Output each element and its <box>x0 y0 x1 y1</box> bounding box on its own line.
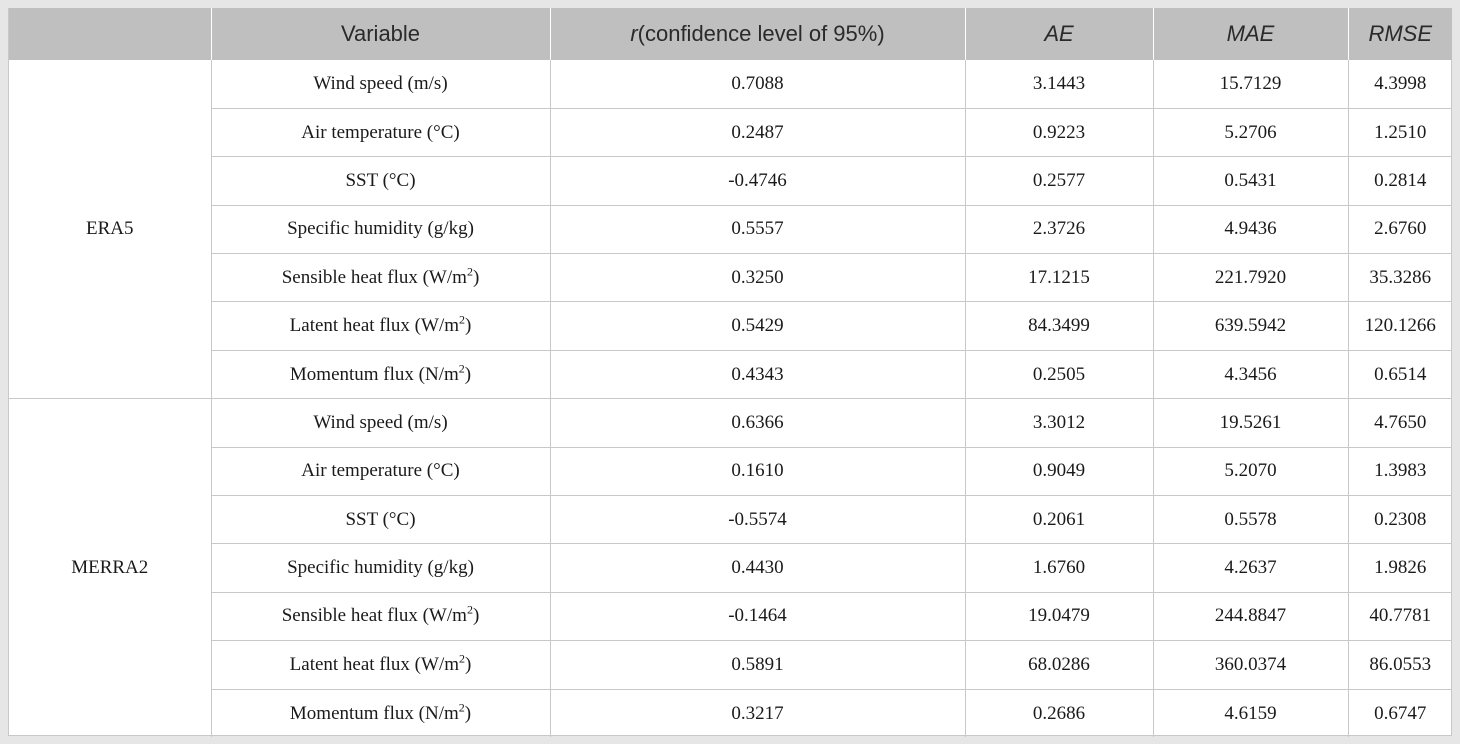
variable-label-tail: ) <box>464 702 472 724</box>
variable-label-tail: ) <box>472 266 480 288</box>
r-value-cell: 0.5891 <box>550 641 965 689</box>
variable-cell <box>211 157 550 205</box>
ae-value-cell: 0.2686 <box>965 689 1153 737</box>
unit-exponent: 2 <box>466 603 473 618</box>
unit-exponent: 2 <box>459 312 466 327</box>
table-row <box>9 205 1452 253</box>
ae-value-cell: 68.0286 <box>965 641 1153 689</box>
rmse-value-cell: 4.7650 <box>1348 399 1452 447</box>
ae-value-cell: 0.2577 <box>965 157 1153 205</box>
ae-value-cell: 84.3499 <box>965 302 1153 350</box>
rmse-value-cell: 0.6747 <box>1348 689 1452 737</box>
ae-value-cell: 3.3012 <box>965 399 1153 447</box>
statistics-table <box>9 8 1452 737</box>
r-value-cell: 0.4343 <box>550 350 965 398</box>
mae-value-cell: 15.7129 <box>1153 60 1348 108</box>
variable-cell <box>211 399 550 447</box>
table-row <box>9 60 1452 108</box>
table-row <box>9 157 1452 205</box>
r-value-cell: 0.3217 <box>550 689 965 737</box>
variable-label-tail: ) <box>465 653 472 675</box>
variable-label-tail: ) <box>472 605 480 627</box>
r-value-cell: 0.7088 <box>550 60 965 108</box>
variable-cell <box>211 544 550 592</box>
table-row <box>9 254 1452 302</box>
rmse-value-cell: 35.3286 <box>1348 254 1452 302</box>
variable-cell <box>211 641 550 689</box>
r-value-cell: 0.2487 <box>550 108 965 156</box>
table-row <box>9 496 1452 544</box>
variable-cell <box>211 108 550 156</box>
variable-label-tail: ) <box>465 315 472 337</box>
variable-label: Air temperature (°C) <box>301 121 460 143</box>
mae-value-cell: 19.5261 <box>1153 399 1348 447</box>
mae-value-cell: 4.6159 <box>1153 689 1348 737</box>
rmse-value-cell: 120.1266 <box>1348 302 1452 350</box>
variable-cell <box>211 302 550 350</box>
ae-value-cell: 1.6760 <box>965 544 1153 592</box>
variable-cell <box>211 592 550 640</box>
rmse-value-cell: 1.9826 <box>1348 544 1452 592</box>
header-r <box>550 8 965 60</box>
variable-label: Specific humidity (g/kg) <box>287 557 474 579</box>
ae-value-cell: 17.1215 <box>965 254 1153 302</box>
ae-value-cell: 0.9223 <box>965 108 1153 156</box>
variable-label: Air temperature (°C) <box>301 460 460 482</box>
r-value-cell: 0.6366 <box>550 399 965 447</box>
mae-value-cell: 4.3456 <box>1153 350 1348 398</box>
table-body <box>9 60 1452 737</box>
r-value-cell: 0.5557 <box>550 205 965 253</box>
variable-cell <box>211 689 550 737</box>
unit-exponent: 2 <box>458 361 465 376</box>
rmse-value-cell: 86.0553 <box>1348 641 1452 689</box>
mae-value-cell: 0.5431 <box>1153 157 1348 205</box>
variable-label: SST (°C) <box>345 169 416 191</box>
variable-cell <box>211 60 550 108</box>
variable-cell <box>211 447 550 495</box>
variable-label: Momentum flux (N/m <box>289 363 459 385</box>
model-name-cell: ERA5 <box>86 218 134 240</box>
ae-value-cell: 0.2061 <box>965 496 1153 544</box>
mae-value-cell: 360.0374 <box>1153 641 1348 689</box>
variable-label: Momentum flux (N/m <box>289 702 459 724</box>
header-mae: MAE <box>1153 8 1348 60</box>
r-value-cell: 0.5429 <box>550 302 965 350</box>
header-row <box>9 8 1452 60</box>
variable-label: Specific humidity (g/kg) <box>287 218 474 240</box>
variable-cell <box>211 496 550 544</box>
rmse-value-cell: 1.3983 <box>1348 447 1452 495</box>
r-value-cell: 0.3250 <box>550 254 965 302</box>
ae-value-cell: 0.9049 <box>965 447 1153 495</box>
header-r-rest: (confidence level of 95%) <box>637 21 885 46</box>
variable-label: SST (°C) <box>345 508 416 530</box>
header-ae: AE <box>965 8 1153 60</box>
rmse-value-cell: 4.3998 <box>1348 60 1452 108</box>
header-model <box>9 8 211 60</box>
header-r-symbol: r <box>630 21 638 46</box>
mae-value-cell: 244.8847 <box>1153 592 1348 640</box>
r-value-cell: 0.4430 <box>550 544 965 592</box>
table-row <box>9 399 1452 447</box>
header-rmse: RMSE <box>1348 8 1452 60</box>
table-row <box>9 302 1452 350</box>
rmse-value-cell: 1.2510 <box>1348 108 1452 156</box>
rmse-value-cell: 0.2814 <box>1348 157 1452 205</box>
table-row <box>9 641 1452 689</box>
r-value-cell: -0.4746 <box>550 157 965 205</box>
variable-label: Wind speed (m/s) <box>313 72 448 94</box>
table-row <box>9 592 1452 640</box>
mae-value-cell: 4.9436 <box>1153 205 1348 253</box>
table-frame <box>8 8 1452 736</box>
mae-value-cell: 0.5578 <box>1153 496 1348 544</box>
variable-cell <box>211 350 550 398</box>
ae-value-cell: 2.3726 <box>965 205 1153 253</box>
rmse-value-cell: 0.6514 <box>1348 350 1452 398</box>
variable-label-tail: ) <box>464 363 472 385</box>
variable-label: Wind speed (m/s) <box>313 411 448 433</box>
table-row <box>9 689 1452 737</box>
table-row <box>9 447 1452 495</box>
table-row <box>9 544 1452 592</box>
variable-label: Latent heat flux (W/m <box>289 653 460 675</box>
r-value-cell: -0.5574 <box>550 496 965 544</box>
mae-value-cell: 639.5942 <box>1153 302 1348 350</box>
unit-exponent: 2 <box>459 651 466 666</box>
variable-label: Sensible heat flux (W/m <box>281 605 467 627</box>
table-row <box>9 108 1452 156</box>
r-value-cell: -0.1464 <box>550 592 965 640</box>
mae-value-cell: 221.7920 <box>1153 254 1348 302</box>
ae-value-cell: 3.1443 <box>965 60 1153 108</box>
unit-exponent: 2 <box>458 700 465 715</box>
rmse-value-cell: 0.2308 <box>1348 496 1452 544</box>
r-value-cell: 0.1610 <box>550 447 965 495</box>
variable-label: Sensible heat flux (W/m <box>281 266 467 288</box>
mae-value-cell: 4.2637 <box>1153 544 1348 592</box>
rmse-value-cell: 40.7781 <box>1348 592 1452 640</box>
table-row <box>9 350 1452 398</box>
unit-exponent: 2 <box>466 264 473 279</box>
ae-value-cell: 19.0479 <box>965 592 1153 640</box>
mae-value-cell: 5.2070 <box>1153 447 1348 495</box>
rmse-value-cell: 2.6760 <box>1348 205 1452 253</box>
variable-label: Latent heat flux (W/m <box>289 315 460 337</box>
header-variable: Variable <box>211 8 550 60</box>
model-name-cell: MERRA2 <box>9 399 211 738</box>
variable-cell <box>211 254 550 302</box>
variable-cell <box>211 205 550 253</box>
mae-value-cell: 5.2706 <box>1153 108 1348 156</box>
ae-value-cell: 0.2505 <box>965 350 1153 398</box>
